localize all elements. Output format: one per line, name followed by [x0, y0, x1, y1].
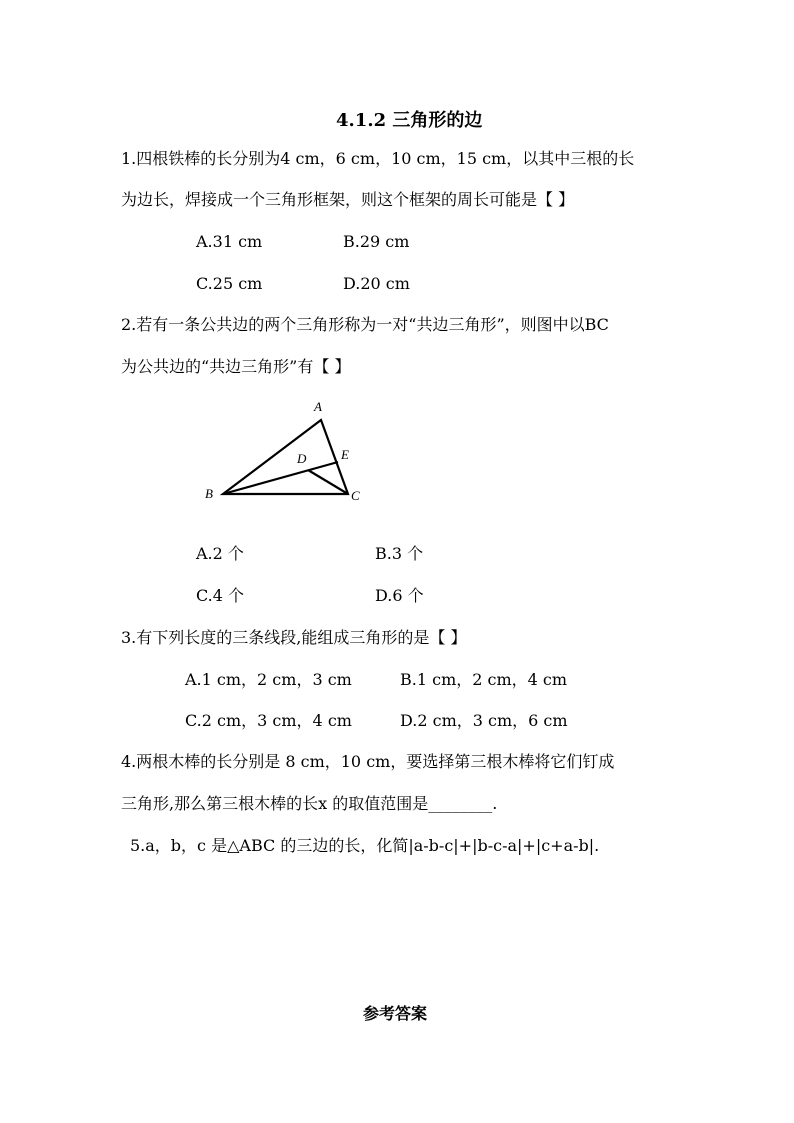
answer-section-title: 参考答案	[363, 1004, 428, 1023]
question-4-line-1: 4.两根木棒的长分别是 8 cm，10 cm，要选择第三根木棒将它们钉成	[121, 752, 615, 771]
label-c: C	[351, 488, 360, 503]
question-1-line-1: 1.四根铁棒的长分别为4 cm，6 cm，10 cm，15 cm，以其中三根的长	[121, 149, 635, 168]
segment-dc	[308, 470, 348, 494]
question-1-option-d: D.20 cm	[343, 274, 410, 293]
question-3-line-1: 3.有下列长度的三条线段,能组成三角形的是【 】	[121, 628, 467, 647]
question-1-option-b: B.29 cm	[343, 232, 410, 251]
question-2-line-2: 为公共边的“共边三角形”有【 】	[121, 357, 351, 376]
label-b: B	[205, 486, 213, 501]
question-3-option-a: A.1 cm，2 cm，3 cm	[185, 670, 352, 689]
question-3-option-c: C.2 cm，3 cm，4 cm	[185, 711, 352, 730]
question-1-option-c: C.25 cm	[196, 274, 263, 293]
question-3-option-d: D.2 cm，3 cm，6 cm	[400, 711, 568, 730]
question-5-line-1: 5.a，b，c 是△ABC 的三边的长，化简|a-b-c|+|b-c-a|+|c+a-b|.	[130, 836, 600, 855]
question-1-option-a: A.31 cm	[196, 232, 263, 251]
triangle-figure	[196, 396, 376, 511]
label-a: A	[314, 399, 322, 414]
question-1-line-2: 为边长，焊接成一个三角形框架，则这个框架的周长可能是【 】	[121, 190, 575, 209]
label-d: D	[297, 451, 307, 466]
question-2-option-c: C.4 个	[196, 586, 245, 605]
question-3-option-b: B.1 cm，2 cm，4 cm	[400, 670, 568, 689]
question-4-line-2: 三角形,那么第三根木棒的长x 的取值范围是________.	[121, 794, 498, 813]
question-2-option-d: D.6 个	[375, 586, 424, 605]
question-2-line-1: 2.若有一条公共边的两个三角形称为一对“共边三角形”，则图中以BC	[121, 315, 609, 334]
question-2-option-a: A.2 个	[196, 544, 244, 563]
page-title: 4.1.2 三角形的边	[336, 110, 483, 131]
question-2-option-b: B.3 个	[375, 544, 424, 563]
label-e: E	[341, 447, 349, 462]
